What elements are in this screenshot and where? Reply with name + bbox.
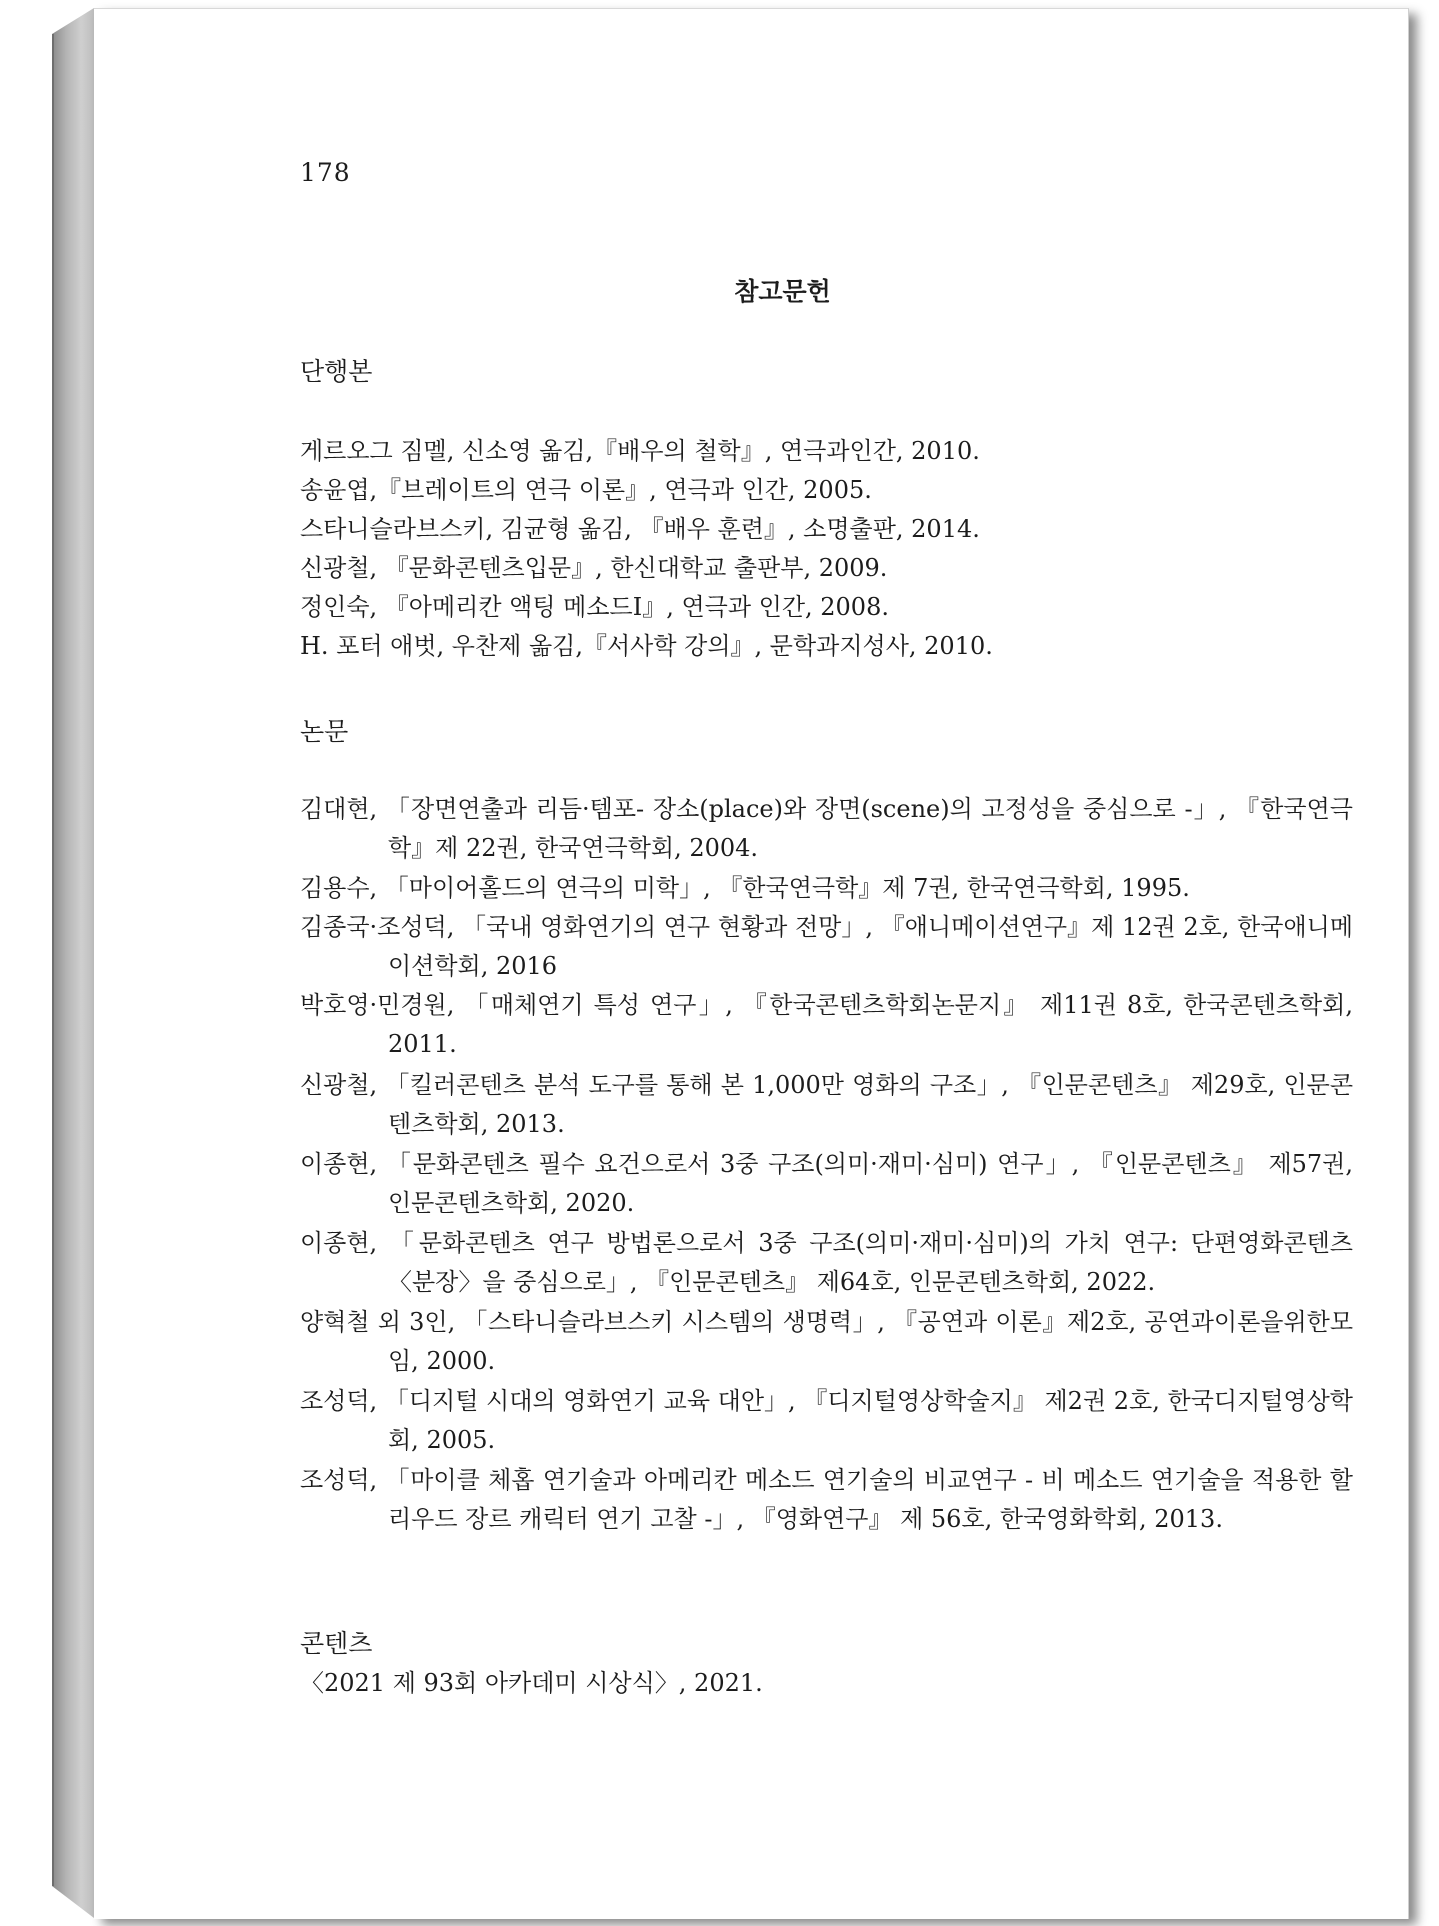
reference-item: 〈2021 제 93회 아카데미 시상식〉, 2021. (300, 1669, 763, 1697)
reference-item: 김종국·조성덕, 「국내 영화연기의 연구 현황과 전망」, 『애니메이션연구』제 12권 2호, 한국애니메이션학회, 2016 (300, 913, 1353, 980)
reference-item: 신광철, 「킬러콘텐츠 분석 도구를 통해 본 1,000만 영화의 구조」, 『인문콘텐츠』 제29호, 인문콘텐츠학회, 2013. (300, 1071, 1353, 1138)
section-heading-contents: 콘텐츠 (300, 1629, 373, 1658)
reference-item: 이종현, 「문화콘텐츠 연구 방법론으로서 3중 구조(의미·재미·심미)의 가치 연구: 단편영화콘텐츠 〈분장〉을 중심으로」, 『인문콘텐츠』 제64호, 인문콘텐츠학회, 2022. (300, 1229, 1353, 1296)
section-heading-books: 단행본 (300, 357, 373, 386)
reference-item: 게르오그 짐멜, 신소영 옮김,『배우의 철학』, 연극과인간, 2010. (300, 437, 980, 465)
page-stack-line (52, 34, 54, 1886)
reference-item: 스타니슬라브스키, 김균형 옮김, 『배우 훈련』, 소명출판, 2014. (300, 515, 980, 543)
reference-item: 조성덕, 「디지털 시대의 영화연기 교육 대안」, 『디지털영상학술지』 제2권 2호, 한국디지털영상학회, 2005. (300, 1387, 1353, 1454)
reference-item: 이종현, 「문화콘텐츠 필수 요건으로서 3중 구조(의미·재미·심미) 연구」, 『인문콘텐츠』 제57권, 인문콘텐츠학회, 2020. (300, 1150, 1353, 1217)
reference-item: 김대현, 「장면연출과 리듬·템포- 장소(place)와 장면(scene)의 고정성을 중심으로 -」, 『한국연극학』제 22권, 한국연극학회, 2004. (300, 795, 1353, 862)
reference-item: 조성덕, 「마이클 체홉 연기술과 아메리칸 메소드 연기술의 비교연구 - 비 메소드 연기술을 적용한 할리우드 장르 캐릭터 연기 고찰 -」, 『영화연구』 제 56호, 한국영화학회, 2013. (300, 1466, 1353, 1533)
reference-item: 신광철, 『문화콘텐츠입문』, 한신대학교 출판부, 2009. (300, 554, 888, 582)
reference-item: 송윤엽,『브레이트의 연극 이론』, 연극과 인간, 2005. (300, 476, 872, 504)
page-title: 참고문헌 (734, 277, 831, 306)
page-content (300, 0, 1354, 1926)
reference-item: 정인숙, 『아메리칸 액팅 메소드Ⅰ』, 연극과 인간, 2008. (300, 593, 889, 621)
page-number: 178 (300, 158, 351, 187)
reference-item: 양혁철 외 3인, 「스타니슬라브스키 시스템의 생명력」, 『공연과 이론』제2호, 공연과이론을위한모임, 2000. (300, 1308, 1354, 1375)
reference-item: 박호영·민경원, 「매체연기 특성 연구」, 『한국콘텐츠학회논문지』 제11권 8호, 한국콘텐츠학회, 2011. (300, 991, 1353, 1058)
section-heading-papers: 논문 (300, 717, 349, 746)
reference-item: 김용수, 「마이어홀드의 연극의 미학」, 『한국연극학』제 7권, 한국연극학회, 1995. (300, 874, 1190, 902)
reference-item: H. 포터 애벗, 우찬제 옮김,『서사학 강의』, 문학과지성사, 2010. (300, 632, 993, 660)
page-stack-edge (52, 8, 94, 1918)
